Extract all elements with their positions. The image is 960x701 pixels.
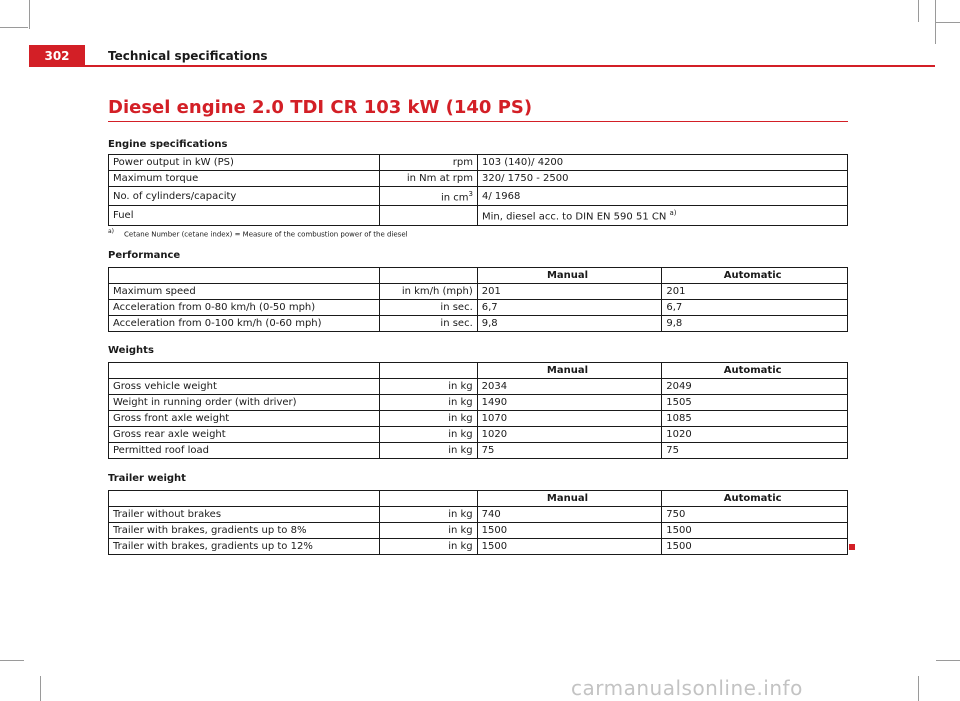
table-row — [109, 300, 848, 316]
automatic-value: 2049 — [662, 379, 848, 395]
crop-mark — [0, 27, 28, 28]
row-label: Maximum speed — [109, 284, 380, 300]
automatic-value: 1085 — [662, 411, 848, 427]
empty-header-cell — [109, 268, 380, 284]
column-header-manual: Manual — [477, 363, 662, 379]
unit-text: in cm — [440, 192, 469, 204]
table-row — [109, 171, 848, 187]
footnote-marker: a) — [108, 228, 115, 235]
manual-value: 1500 — [477, 539, 662, 555]
manual-value: 2034 — [477, 379, 662, 395]
page-title: Diesel engine 2.0 TDI CR 103 kW (140 PS) — [108, 97, 533, 118]
table-row — [109, 284, 848, 300]
empty-header-cell — [109, 363, 380, 379]
table-row — [109, 395, 848, 411]
table-row — [109, 411, 848, 427]
automatic-value: 201 — [662, 284, 848, 300]
table-header-row — [109, 491, 848, 507]
row-unit: in sec. — [379, 300, 477, 316]
crop-mark — [40, 676, 41, 701]
automatic-value: 1500 — [662, 539, 848, 555]
footnote — [108, 228, 408, 238]
row-label: Weight in running order (with driver) — [109, 395, 380, 411]
row-unit: in Nm at rpm — [380, 171, 478, 187]
row-unit: in kg — [379, 395, 477, 411]
crop-mark — [918, 0, 919, 22]
automatic-value: 75 — [662, 443, 848, 459]
table-row — [109, 316, 848, 332]
row-label: Gross vehicle weight — [109, 379, 380, 395]
crop-mark — [29, 0, 30, 29]
row-label: Permitted roof load — [109, 443, 380, 459]
manual-value: 1020 — [477, 427, 662, 443]
column-header-automatic: Automatic — [662, 363, 848, 379]
row-label: Gross front axle weight — [109, 411, 380, 427]
table-header-row — [109, 363, 848, 379]
crop-mark — [0, 660, 24, 661]
empty-header-cell — [379, 268, 477, 284]
trailer-table — [108, 490, 848, 555]
automatic-value: 6,7 — [662, 300, 848, 316]
row-unit: in sec. — [379, 316, 477, 332]
crop-mark — [936, 660, 960, 661]
manual-value: 6,7 — [477, 300, 662, 316]
table-row — [109, 443, 848, 459]
weights-table — [108, 362, 848, 459]
empty-header-cell — [109, 491, 380, 507]
table-header-row — [109, 268, 848, 284]
fuel-value: Min, diesel acc. to DIN EN 590 51 CN — [482, 211, 667, 223]
manual-value: 201 — [477, 284, 662, 300]
column-header-automatic: Automatic — [662, 491, 848, 507]
manual-value: 740 — [477, 507, 662, 523]
title-rule — [108, 121, 848, 122]
row-label: Trailer with brakes, gradients up to 12% — [109, 539, 380, 555]
table-row — [109, 379, 848, 395]
unit-superscript: 3 — [468, 190, 473, 198]
footnote-text: Cetane Number (cetane index) = Measure of the combustion power of the diesel — [124, 230, 408, 239]
weights-section-label: Weights — [108, 345, 154, 356]
section-end-marker — [849, 544, 855, 550]
manual-value: 1500 — [477, 523, 662, 539]
row-label: Gross rear axle weight — [109, 427, 380, 443]
row-value — [478, 206, 848, 225]
automatic-value: 9,8 — [662, 316, 848, 332]
running-head: Technical specifications — [108, 49, 268, 63]
row-label: Acceleration from 0-80 km/h (0-50 mph) — [109, 300, 380, 316]
performance-section-label: Performance — [108, 250, 181, 261]
table-row — [109, 206, 848, 225]
row-value: 320/ 1750 - 2500 — [478, 171, 848, 187]
row-unit: in kg — [379, 443, 477, 459]
table-row — [109, 427, 848, 443]
automatic-value: 1500 — [662, 523, 848, 539]
engine-section-label: Engine specifications — [108, 139, 228, 150]
watermark: carmanualsonline.info — [571, 676, 803, 700]
row-unit: in kg — [379, 427, 477, 443]
row-value: 103 (140)/ 4200 — [478, 155, 848, 171]
row-label: No. of cylinders/capacity — [109, 187, 380, 206]
row-label: Fuel — [109, 206, 380, 225]
column-header-automatic: Automatic — [662, 268, 848, 284]
manual-value: 1070 — [477, 411, 662, 427]
row-unit: in kg — [379, 523, 477, 539]
row-unit: in kg — [379, 507, 477, 523]
table-row — [109, 155, 848, 171]
row-unit — [380, 206, 478, 225]
table-row — [109, 523, 848, 539]
row-unit: in kg — [379, 411, 477, 427]
table-row — [109, 539, 848, 555]
row-label: Trailer without brakes — [109, 507, 380, 523]
manual-value: 1490 — [477, 395, 662, 411]
row-label: Trailer with brakes, gradients up to 8% — [109, 523, 380, 539]
column-header-manual: Manual — [477, 268, 662, 284]
manual-value: 75 — [477, 443, 662, 459]
row-unit — [380, 187, 478, 206]
footnote-ref: a) — [669, 209, 677, 218]
row-unit: in km/h (mph) — [379, 284, 477, 300]
row-unit: rpm — [380, 155, 478, 171]
row-label: Maximum torque — [109, 171, 380, 187]
empty-header-cell — [379, 491, 477, 507]
trailer-section-label: Trailer weight — [108, 473, 186, 484]
row-label: Acceleration from 0-100 km/h (0-60 mph) — [109, 316, 380, 332]
row-unit: in kg — [379, 379, 477, 395]
row-value: 4/ 1968 — [478, 187, 848, 206]
column-header-manual: Manual — [477, 491, 662, 507]
automatic-value: 1020 — [662, 427, 848, 443]
automatic-value: 1505 — [662, 395, 848, 411]
page-number: 302 — [29, 45, 85, 66]
row-unit: in kg — [379, 539, 477, 555]
engine-table — [108, 154, 848, 226]
row-label: Power output in kW (PS) — [109, 155, 380, 171]
header-rule — [29, 65, 935, 67]
performance-table — [108, 267, 848, 332]
automatic-value: 750 — [662, 507, 848, 523]
crop-mark — [918, 676, 919, 701]
crop-mark — [936, 22, 960, 23]
table-row — [109, 507, 848, 523]
manual-value: 9,8 — [477, 316, 662, 332]
empty-header-cell — [379, 363, 477, 379]
table-row — [109, 187, 848, 206]
